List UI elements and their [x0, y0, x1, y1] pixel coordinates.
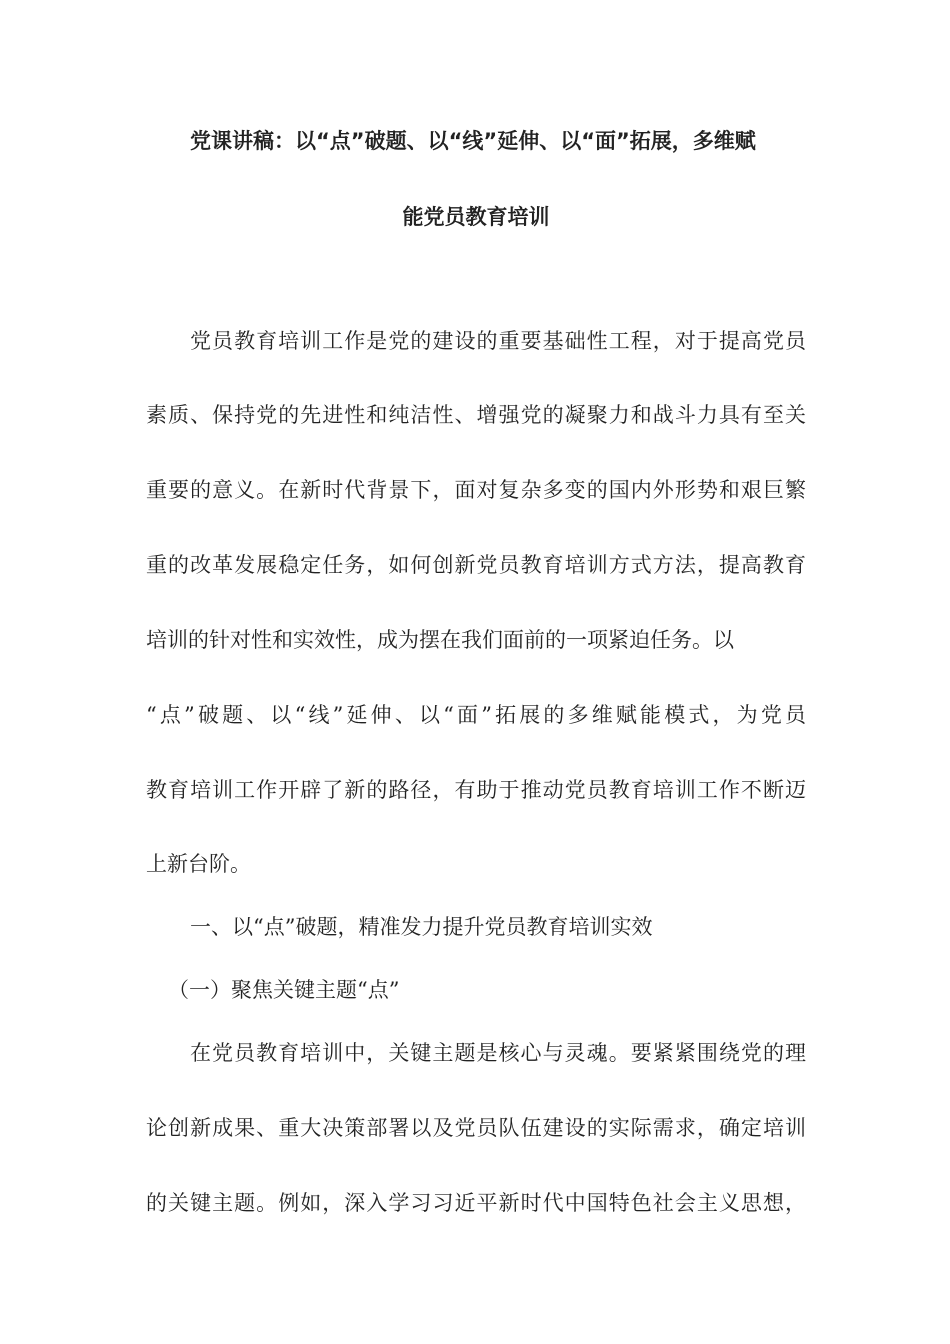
paragraph-line: 的关键主题。例如，深入学习习近平新时代中国特色社会主义思想， [146, 1191, 806, 1215]
section-heading: 一、以“点”破题，精准发力提升党员教育培训实效 [190, 915, 653, 939]
paragraph-line: “点”破题、以“线”延伸、以“面”拓展的多维赋能模式，为党员 [146, 703, 806, 727]
paragraph-line: 重的改革发展稳定任务，如何创新党员教育培训方式方法，提高教育 [146, 553, 806, 577]
paragraph-line: 教育培训工作开辟了新的路径，有助于推动党员教育培训工作不断迈 [146, 778, 806, 802]
paragraph-line: 在党员教育培训中，关键主题是核心与灵魂。要紧紧围绕党的理 [190, 1041, 806, 1065]
subsection-heading: （一）聚焦关键主题“点” [168, 978, 400, 1002]
paragraph-line: 素质、保持党的先进性和纯洁性、增强党的凝聚力和战斗力具有至关 [146, 403, 806, 427]
title-line-2: 能党员教育培训 [402, 205, 550, 229]
title-line-1: 党课讲稿：以“点”破题、以“线”延伸、以“面”拓展，多维赋 [190, 129, 756, 153]
paragraph-line: 党员教育培训工作是党的建设的重要基础性工程，对于提高党员 [190, 329, 806, 353]
paragraph-line: 重要的意义。在新时代背景下，面对复杂多变的国内外形势和艰巨繁 [146, 478, 806, 502]
paragraph-line: 上新台阶。 [146, 852, 251, 876]
paragraph-line: 培训的针对性和实效性，成为摆在我们面前的一项紧迫任务。以 [146, 628, 734, 652]
paragraph-line: 论创新成果、重大决策部署以及党员队伍建设的实际需求，确定培训 [146, 1116, 806, 1140]
